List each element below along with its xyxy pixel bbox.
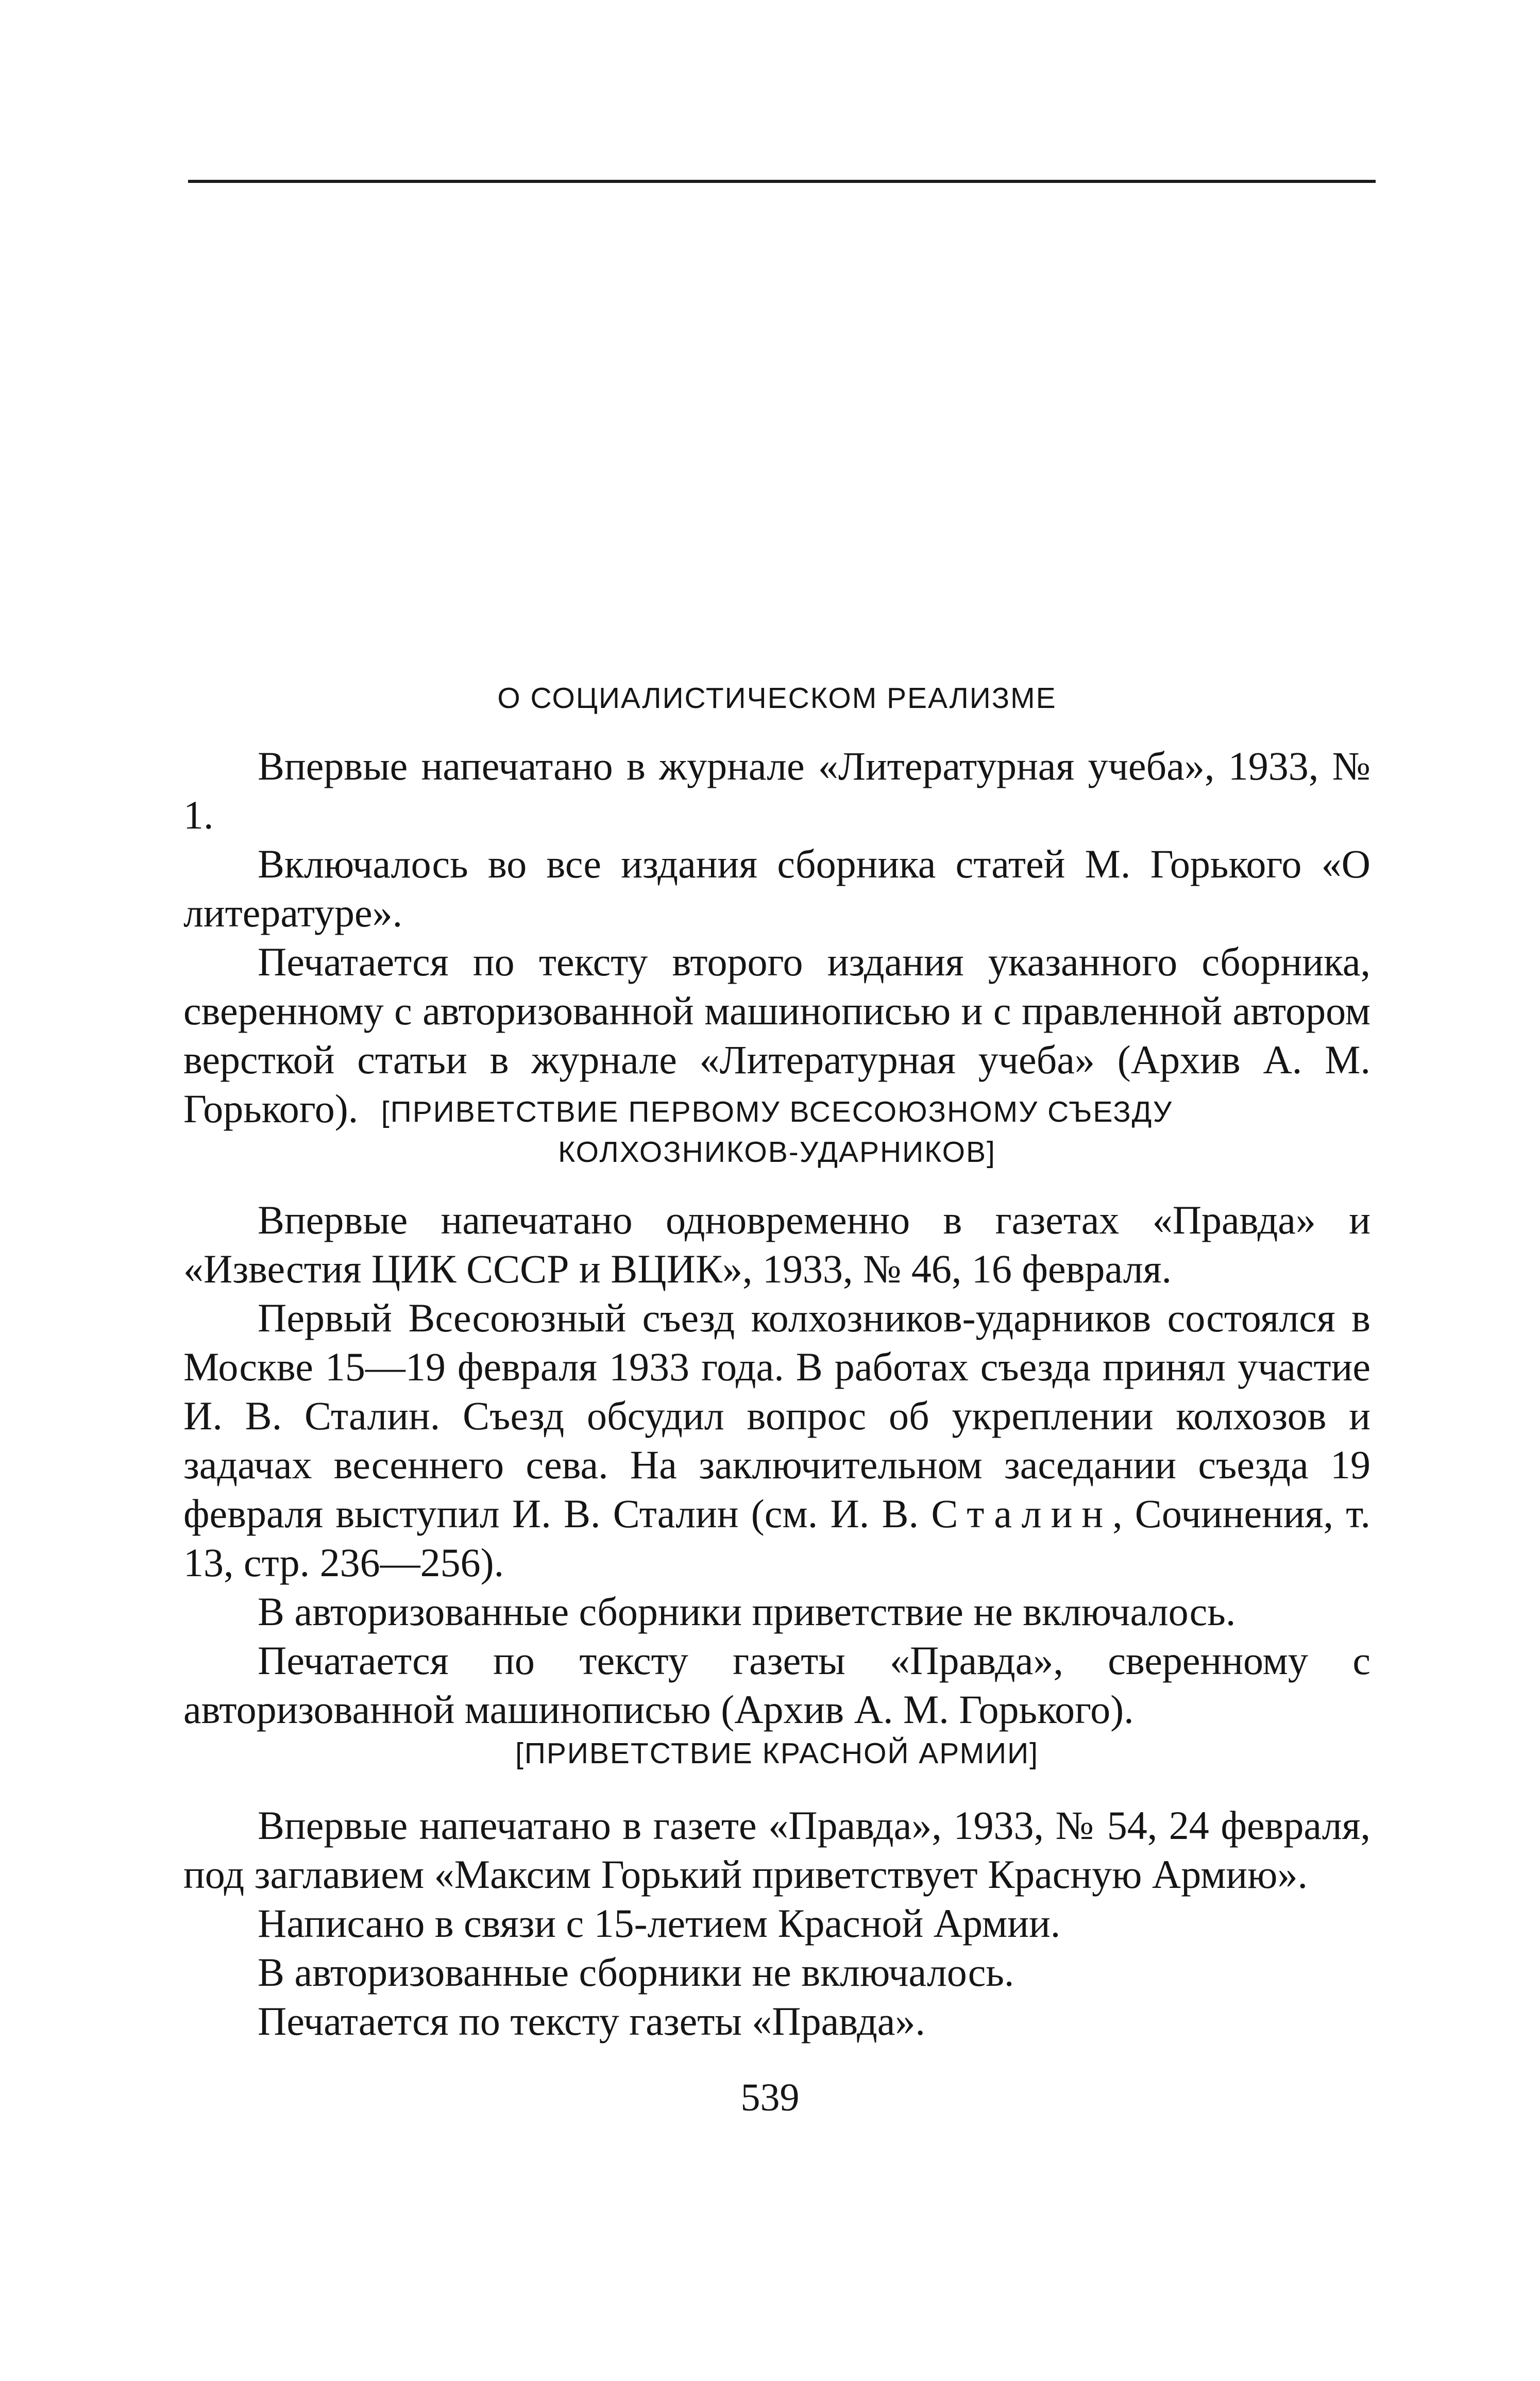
section-red-army-greeting (183, 1733, 1370, 2046)
paragraph: В авторизованные сборники приветствие не включалось. (258, 1589, 1236, 1634)
top-rule (188, 180, 1376, 183)
paragraph: Впервые напечатано в газете «Правда», 1933, № 54, 24 февраля, под заглавием «Максим Горький приветствует Красную Армию». (183, 1803, 1370, 1897)
section-heading-line2: КОЛХОЗНИКОВ-УДАРНИКОВ] (558, 1136, 996, 1169)
page-number: 539 (740, 2076, 800, 2119)
paragraph-with-spaced-name (183, 1293, 1370, 1587)
paragraph: Печатается по тексту газеты «Правда», сверенному с авторизованной машинописью (Архив А. М. Горького). (183, 1638, 1370, 1732)
spaced-name: Сталин (931, 1491, 1113, 1536)
section-kolkhoz-greeting (183, 1092, 1370, 1734)
section-heading: [ПРИВЕТСТВИЕ КРАСНОЙ АРМИИ] (515, 1737, 1039, 1770)
paragraph: Включалось во все издания сборника статей М. Горького «О литературе». (183, 841, 1370, 935)
section-heading: О СОЦИАЛИСТИЧЕСКОМ РЕАЛИЗМЕ (497, 682, 1057, 715)
paragraph: Написано в связи с 15-летием Красной Армии. (258, 1901, 1061, 1946)
paragraph-tail: , Сочинения, т. 13, стр. 236—256). (183, 1491, 1370, 1585)
paragraph: Печатается по тексту второго издания указанного сборника, сверенному с авторизованной машинописью и с правленной автором версткой статьи в журнале «Литературная учеба» (Архив А. М. Горького). (183, 939, 1370, 1131)
paragraph: Впервые напечатано одновременно в газетах «Правда» и «Известия ЦИК СССР и ВЦИК», 1933, № 46, 16 февраля. (183, 1197, 1370, 1291)
paragraph: Впервые напечатано в журнале «Литературная учеба», 1933, № 1. (183, 744, 1370, 837)
section-socialist-realism (183, 678, 1370, 1133)
section-heading-line1: [ПРИВЕТСТВИЕ ПЕРВОМУ ВСЕСОЮЗНОМУ СЪЕЗДУ (381, 1095, 1173, 1128)
paragraph: Печатается по тексту газеты «Правда». (258, 1999, 925, 2044)
paragraph-text: Первый Всесоюзный съезд колхозников-ударников состоялся в Москве 15—19 февраля 1933 года. В работах съезда принял участие И. В. Сталин. Съезд обсудил вопрос об укреплении колхозов и задачах весеннего сева. На заключительном заседании съезда 19 февраля выступил И. В. Сталин (см. И. В. (183, 1295, 1370, 1536)
paragraph: В авторизованные сборники не включалось. (258, 1950, 1014, 1995)
